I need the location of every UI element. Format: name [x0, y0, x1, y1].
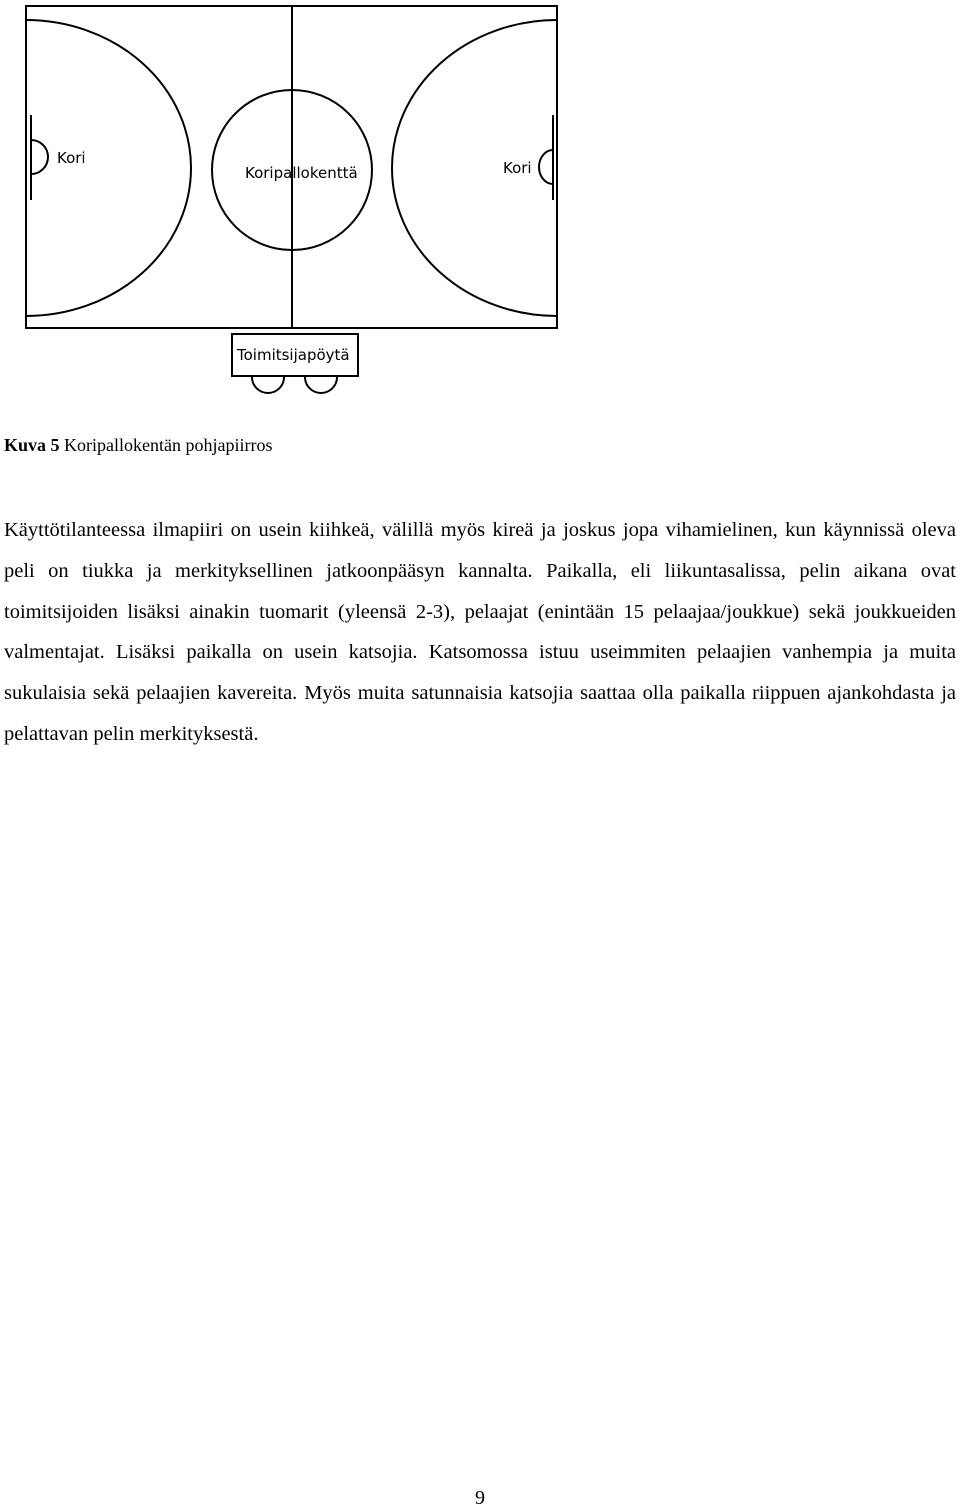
- caption-text: Koripallokentän pohjapiirros: [59, 435, 273, 455]
- scorers-table-label: Toimitsijapöytä: [237, 346, 350, 364]
- chair-right: [305, 377, 337, 393]
- body-paragraph: Käyttötilanteessa ilmapiiri on usein kiihkeä, välillä myös kireä ja joskus jopa vihamielinen, kun käynnissä oleva peli on tiukka ja merkityksellinen jatkoonpääsyn kannalta. Paikalla, eli liikuntasalissa, pelin aikana ovat toimitsijoiden lisäksi ainakin tuomarit (yleensä 2-3), pelaajat (enintään 15 pelaajaa/joukkue) sekä joukkueiden valmentajat. Lisäksi paikalla on usein katsojia. Katsomossa istuu useimmiten pelaajien vanhempia ja muita sukulaisia sekä pelaajien kavereita. Myös muita satunnaisia katsojia saattaa olla paikalla riippuen ajankohdasta ja pelattavan pelin merkityksestä.: [4, 519, 956, 745]
- left-hoop: [31, 140, 48, 174]
- center-court-label: Koripallokenttä: [245, 164, 358, 182]
- basketball-court-diagram: [0, 0, 960, 400]
- left-basket-label: Kori: [57, 149, 86, 167]
- right-basket-label: Kori: [503, 159, 532, 177]
- left-three-point-arc: [26, 20, 191, 316]
- right-hoop: [539, 150, 553, 184]
- page-number: 9: [475, 1487, 485, 1509]
- right-three-point-arc: [392, 20, 557, 316]
- figure-caption: [4, 432, 272, 458]
- chair-left: [252, 377, 284, 393]
- caption-prefix: Kuva 5: [4, 435, 60, 455]
